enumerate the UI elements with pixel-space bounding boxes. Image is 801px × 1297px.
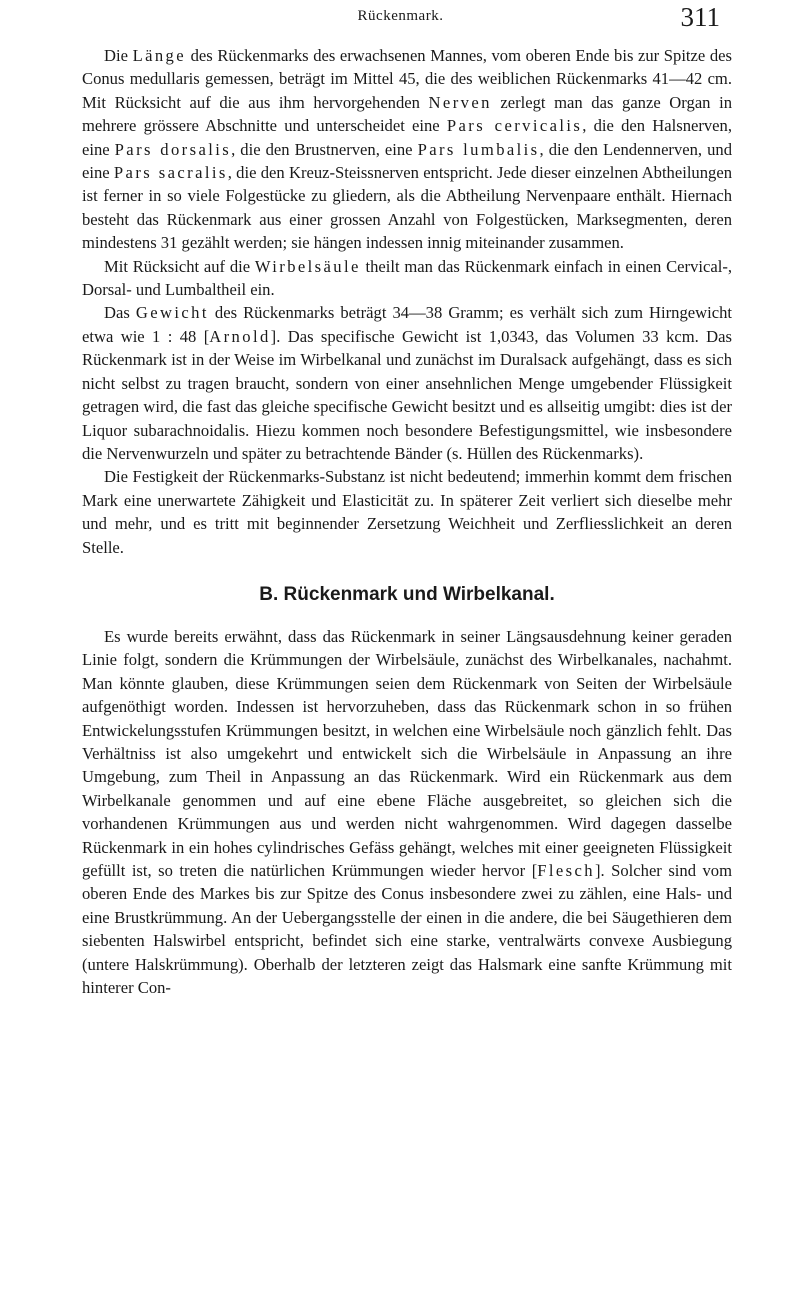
paragraph (82, 44, 732, 255)
text-run: theilt man das Rückenmark einfach in einen Cervical-, Dorsal- und Lumbaltheil ein. (82, 256, 732, 300)
text-run: , die den Kreuz-Steissnerven entspricht. Jede dieser einzelnen Abtheilungen ist ferner in so viele Folgestücke zu gliedern, als die Abtheilung Nervenpaare enthält. Hiernach besteht das Rückenmark aus einer grossen Anzahl von Folgestücken, Marksegmenten, deren mindestens 31 gezählt werden; sie hängen indessen innig miteinander zusammen. (82, 163, 732, 253)
text-run: zerlegt man das ganze Organ in mehrere grössere Abschnitte und unterscheidet eine (82, 92, 732, 136)
spaced-term: Pars cervicalis (446, 116, 583, 136)
spaced-term: Arnold (209, 326, 271, 346)
spaced-term: Länge (132, 46, 187, 65)
paragraph (82, 301, 732, 465)
text-run: , die den Brustnerven, eine (231, 139, 418, 159)
paragraph (82, 255, 732, 302)
text-run: Mit Rücksicht auf die (104, 256, 255, 276)
spaced-term: Gewicht (135, 303, 209, 323)
page-body (82, 44, 732, 999)
spaced-term: Pars dorsalis (114, 139, 232, 159)
spaced-term: Nerven (428, 92, 492, 112)
paragraph (82, 625, 732, 1000)
text-run: Die Festigkeit der Rückenmarks-Substanz ist nicht bedeutend; immerhin kommt dem frischen Mark eine unerwartete Zähigkeit und Elasticität zu. In späterer Zeit verliert sich dieselbe mehr und mehr, und es tritt mit beginnender Zersetzung Weichheit und Zerfliesslichkeit an deren Stelle. (82, 467, 732, 557)
section-heading: B. Rückenmark und Wirbelkanal. (259, 583, 555, 605)
text-run: des Rückenmarks des erwachsenen Mannes, vom oberen Ende bis zur Spitze des Conus medullaris gemessen, beträgt im Mittel 45, die des weiblichen Rückenmarks 41—42 cm. Mit Rücksicht auf die aus ihm hervorgehenden (82, 46, 732, 112)
text-run: Das (104, 303, 136, 323)
text-run: , die den Lendennerven, und eine (82, 139, 732, 183)
text-run: ]. Solcher sind vom oberen Ende des Markes bis zur Spitze des Conus insbesondere zwei zu zählen, eine Hals- und eine Brustkrümmung. An der Uebergangsstelle der einen in die andere, die bei Säugethieren dem siebenten Halswirbel entspricht, befindet sich eine starke, ventralwärts convexe Ausbiegung (untere Halskrümmung). Oberhalb der letzteren zeigt das Halsmark eine sanfte Krümmung mit hinterer Con- (82, 861, 732, 998)
page-number: 311 (680, 2, 720, 32)
text-run: Es wurde bereits erwähnt, dass das Rückenmark in seiner Längsausdehnung keiner geraden Linie folgt, sondern die Krümmungen der Wirbelsäule, zunächst des Wirbelkanales, nachahmt. Man könnte glauben, diese Krümmungen seien dem Rückenmark von Seiten der Wirbelsäule aufgenöthigt worden. Indessen ist hervorzuheben, dass das Rückenmark schon in so frühen Entwickelungsstufen Krümmungen besitzt, in welchen eine Wirbelsäule noch gänzlich fehlt. Das Verhältniss ist also umgekehrt und entwickelt sich die Wirbelsäule in Anpassung an ihre Umgebung, zum Theil in Anpassung an das Rückenmark. Wird ein Rückenmark aus dem Wirbelkanale genommen und auf eine ebene Fläche ausgebreitet, so gleichen sich die vorhandenen Krümmungen aus und werden nicht wahrgenommen. Wird dagegen dasselbe Rückenmark in ein hohes cylindrisches Gefäss gehängt, welches mit einer geeigneten Flüssigkeit gefüllt ist, so treten die natürlichen Krümmungen wieder hervor [ (82, 626, 732, 880)
text-run: des Rückenmarks beträgt 34—38 Gramm; es verhält sich zum Hirngewicht etwa wie 1 : 48 [ (82, 303, 732, 346)
running-title: Rückenmark. (357, 8, 444, 24)
spaced-term: Wirbelsäule (254, 256, 361, 276)
spaced-term: Pars lumbalis (417, 139, 540, 159)
running-head (0, 2, 801, 42)
text-run: , die den Halsnerven, eine (82, 116, 732, 159)
section-b-text (82, 625, 732, 1000)
text-run: ]. Das specifische Gewicht ist 1,0343, das Volumen 33 kcm. Das Rückenmark ist in der Weise im Wirbelkanal und zunächst im Duralsack aufgehängt, dass es sich nicht selbst zu tragen braucht, sondern von einer ansehnlichen Menge umgebender Flüssigkeit getragen wird, die fast das gleiche specifische Gewicht besitzt und es allseitig umgibt: dies ist der Liquor subarachnoidalis. Hiezu kommen noch besondere Befestigungsmittel, wie insbesondere die Nervenwurzeln und später zu betrachtende Bänder (s. Hüllen des Rückenmarks). (82, 326, 732, 463)
section-a-text (82, 44, 732, 559)
spaced-term: Pars sacralis (113, 163, 228, 183)
paragraph (82, 465, 732, 559)
text-run: Die (104, 46, 133, 65)
spaced-term: Flesch (537, 861, 595, 880)
